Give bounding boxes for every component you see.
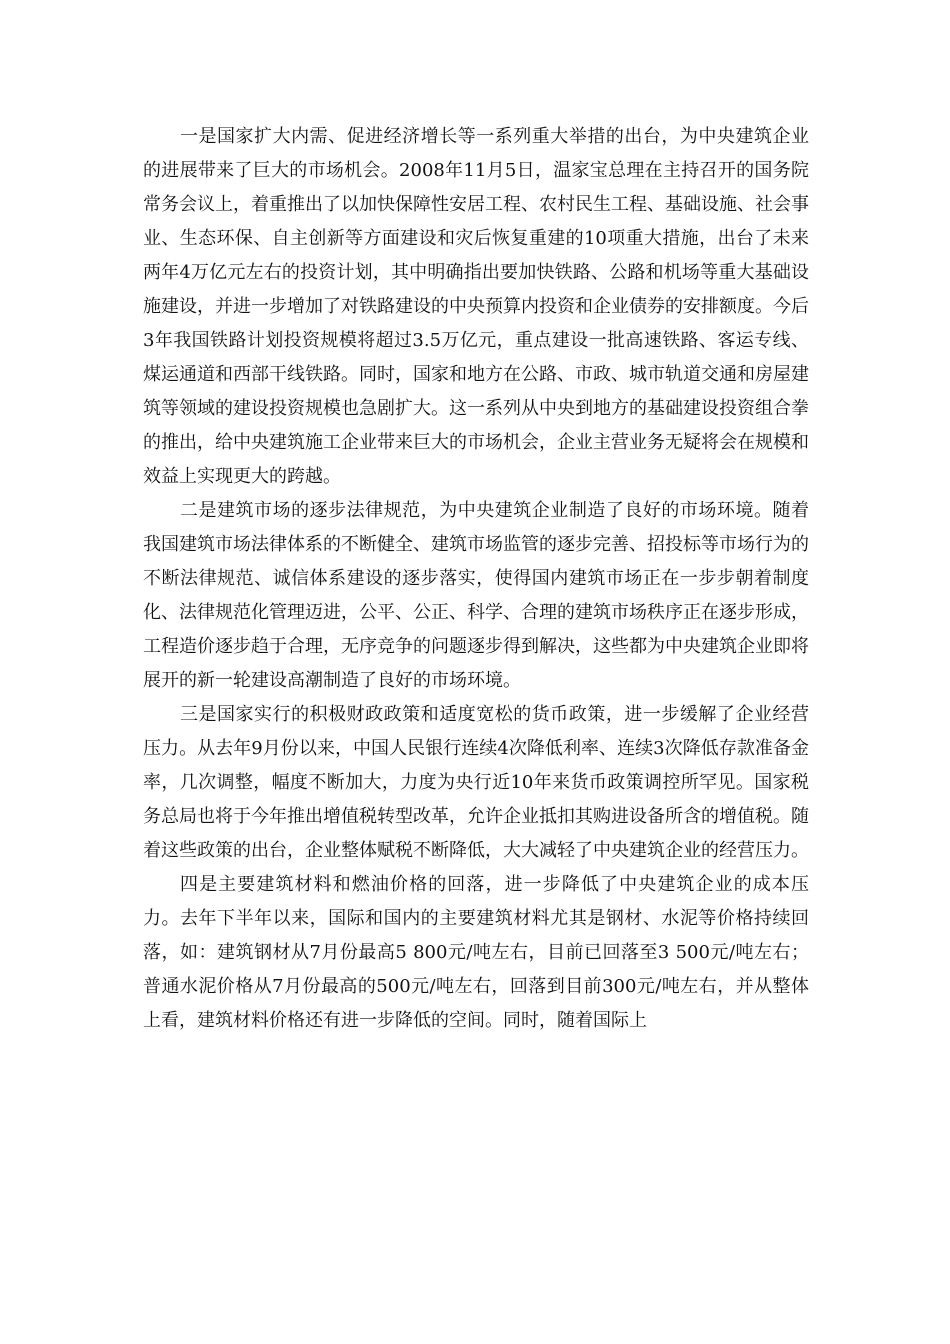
paragraph-2: 二是建筑市场的逐步法律规范，为中央建筑企业制造了良好的市场环境。随着我国建筑市场法律体系的不断健全、建筑市场监管的逐步完善、招投标等市场行为的不断法律规范、诚信体系建设的逐步落实，使得国内建筑市场正在一步步朝着制度化、法律规范化管理迈进，公平、公正、科学、合理的建筑市场秩序正在逐步形成，工程造价逐步趋于合理，无序竞争的问题逐步得到解决，这些都为中央建筑企业即将展开的新一轮建设高潮制造了良好的市场环境。: [143, 500, 809, 691]
paragraph-1: 一是国家扩大内需、促进经济增长等一系列重大举措的出台，为中央建筑企业的进展带来了巨大的市场机会。2008年11月5日，温家宝总理在主持召开的国务院常务会议上，着重推出了以加快保障性安居工程、农村民生工程、基础设施、社会事业、生态环保、自主创新等方面建设和灾后恢复重建的10项重大措施，出台了未来两年4万亿元左右的投资计划，其中明确指出要加快铁路、公路和机场等重大基础设施建设，并进一步增加了对铁路建设的中央预算内投资和企业债券的安排额度。今后3年我国铁路计划投资规模将超过3.5万亿元，重点建设一批高速铁路、客运专线、煤运通道和西部干线铁路。同时，国家和地方在公路、市政、城市轨道交通和房屋建筑等领域的建设投资规模也急剧扩大。这一系列从中央到地方的基础建设投资组合拳的推出，给中央建筑施工企业带来巨大的市场机会，企业主营业务无疑将会在规模和效益上实现更大的跨越。: [143, 126, 809, 487]
paragraph-3: 三是国家实行的积极财政政策和适度宽松的货币政策，进一步缓解了企业经营压力。从去年9月份以来，中国人民银行连续4次降低利率、连续3次降低存款准备金率，几次调整，幅度不断加大，力度为央行近10年来货币政策调控所罕见。国家税务总局也将于今年推出增值税转型改革，允许企业抵扣其购进设备所含的增值税。随着这些政策的出台，企业整体赋税不断降低，大大减轻了中央建筑企业的经营压力。: [143, 704, 809, 861]
document-body: [143, 120, 809, 1038]
paragraph-4: 四是主要建筑材料和燃油价格的回落，进一步降低了中央建筑企业的成本压力。去年下半年以来，国际和国内的主要建筑材料尤其是钢材、水泥等价格持续回落，如：建筑钢材从7月份最高5 800元/吨左右，目前已回落至3 500元/吨左右；普通水泥价格从7月份最高的500元/吨左右，回落到目前300元/吨左右，并从整体上看，建筑材料价格还有进一步降低的空间。同时，随着国际上: [143, 874, 809, 1031]
